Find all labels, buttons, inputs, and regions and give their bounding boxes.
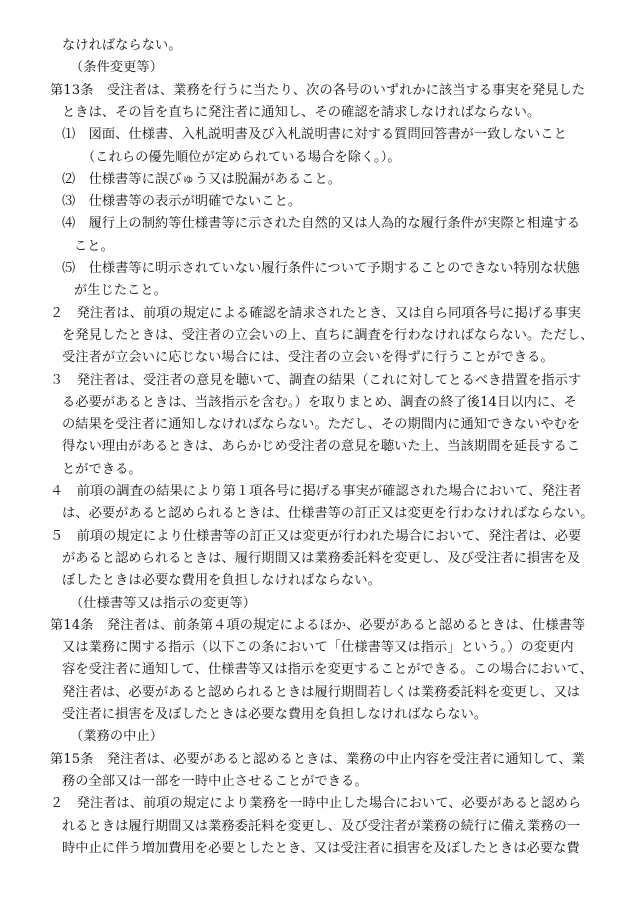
text-line: ２ 発注者は、前項の規定による確認を請求されたとき、又は自ら同項各号に掲げる事実 xyxy=(50,305,581,321)
text-line: （仕様書等又は指示の変更等） xyxy=(70,595,257,611)
text-line: ４ 前項の調査の結果により第１項各号に掲げる事実が確認された場合において、発注者 xyxy=(50,484,582,499)
text-line: の結果を受注者に通知しなければならない。ただし、その期間内に通知できないやむを xyxy=(62,417,581,433)
text-line: れるときは履行期間又は業務委託料を変更し、及び受注者が業務の続行に備え業務の一 xyxy=(62,818,581,834)
text-line: は、必要があると認められるときは、仕様書等の訂正又は変更を行わなければならない。 xyxy=(62,506,594,522)
text-line: ⑷ 履行上の制約等仕様書等に示された自然的又は人為的な履行条件が実際と相違する xyxy=(62,216,581,232)
text-line: ５ 前項の規定により仕様書等の訂正又は変更が行われた場合において、発注者は、必要 xyxy=(50,528,582,544)
text-line: なければならない。 xyxy=(62,38,182,53)
text-line: 又は業務に関する指示（以下この条において「仕様書等又は指示」という。）の変更内 xyxy=(62,640,574,656)
text-line: が生じたこと。 xyxy=(74,283,168,299)
text-line: ぼしたときは必要な費用を負担しなければならない。 xyxy=(62,573,381,589)
text-line: を発見したときは、受注者の立会いの上、直ちに調査を行わなければならない。ただし、 xyxy=(62,327,594,343)
text-line: こと。 xyxy=(74,238,114,254)
text-line: 時中止に伴う増加費用を必要としたとき、又は受注者に損害を及ぼしたときは必要な費 xyxy=(62,840,580,856)
text-line: 第13条 受注者は、業務を行うに当たり、次の各号のいずれかに該当する事実を発見した xyxy=(50,82,586,98)
text-line: （これらの優先順位が定められている場合を除く。）。 xyxy=(82,149,401,165)
text-line: 得ない理由があるときは、あらかじめ受注者の意見を聴いた上、当該期間を延長するこ xyxy=(62,439,581,455)
text-line: 務の全部又は一部を一時中止させることができる。 xyxy=(62,773,368,789)
text-line: （条件変更等） xyxy=(70,60,164,76)
text-line: 第15条 発注者は、必要があると認めるときは、業務の中止内容を受注者に通知して、業 xyxy=(50,751,585,767)
text-line: 発注者は、必要があると認められるときは履行期間若しくは業務委託料を変更し、又は xyxy=(62,684,581,700)
text-line: ⑶ 仕様書等の表示が明確でないこと。 xyxy=(62,194,302,210)
text-line: ときは、その旨を直ちに発注者に通知し、その確認を請求しなければならない。 xyxy=(62,104,541,120)
text-line: 第14条 発注者は、前条第４項の規定によるほか、必要があると認めるときは、仕様書等 xyxy=(50,617,586,633)
text-line: ⑵ 仕様書等に誤びゅう又は脱漏があること。 xyxy=(62,171,342,187)
text-line: とができる。 xyxy=(62,461,142,477)
text-line: 受注者が立会いに応じない場合には、受注者の立会いを得ずに行うことができる。 xyxy=(62,350,554,366)
text-line: ⑸ 仕様書等に明示されていない履行条件について予期することのできない特別な状態 xyxy=(62,261,580,276)
text-line: 容を受注者に通知して、仕様書等又は指示を変更することができる。この場合において、 xyxy=(62,662,593,678)
text-line: ３ 発注者は、受注者の意見を聴いて、調査の結果（これに対してとるべき措置を指示す xyxy=(50,372,582,388)
text-line: 受注者に損害を及ぼしたときは必要な費用を負担しなければならない。 xyxy=(62,707,488,722)
text-line: ⑴ 図面、仕様書、入札説明書及び入札説明書に対する質問回答書が一致しないこと xyxy=(62,127,567,143)
text-line: （業務の中止） xyxy=(70,729,164,745)
text-line: る必要があるときは、当該指示を含む。）を取りまとめ、調査の終了後14日以内に、そ xyxy=(62,394,577,410)
text-line: ２ 発注者は、前項の規定により業務を一時中止した場合において、必要があると認めら xyxy=(50,796,582,812)
text-line: があると認められるときは、履行期間又は業務委託料を変更し、及び受注者に損害を及 xyxy=(62,550,581,566)
